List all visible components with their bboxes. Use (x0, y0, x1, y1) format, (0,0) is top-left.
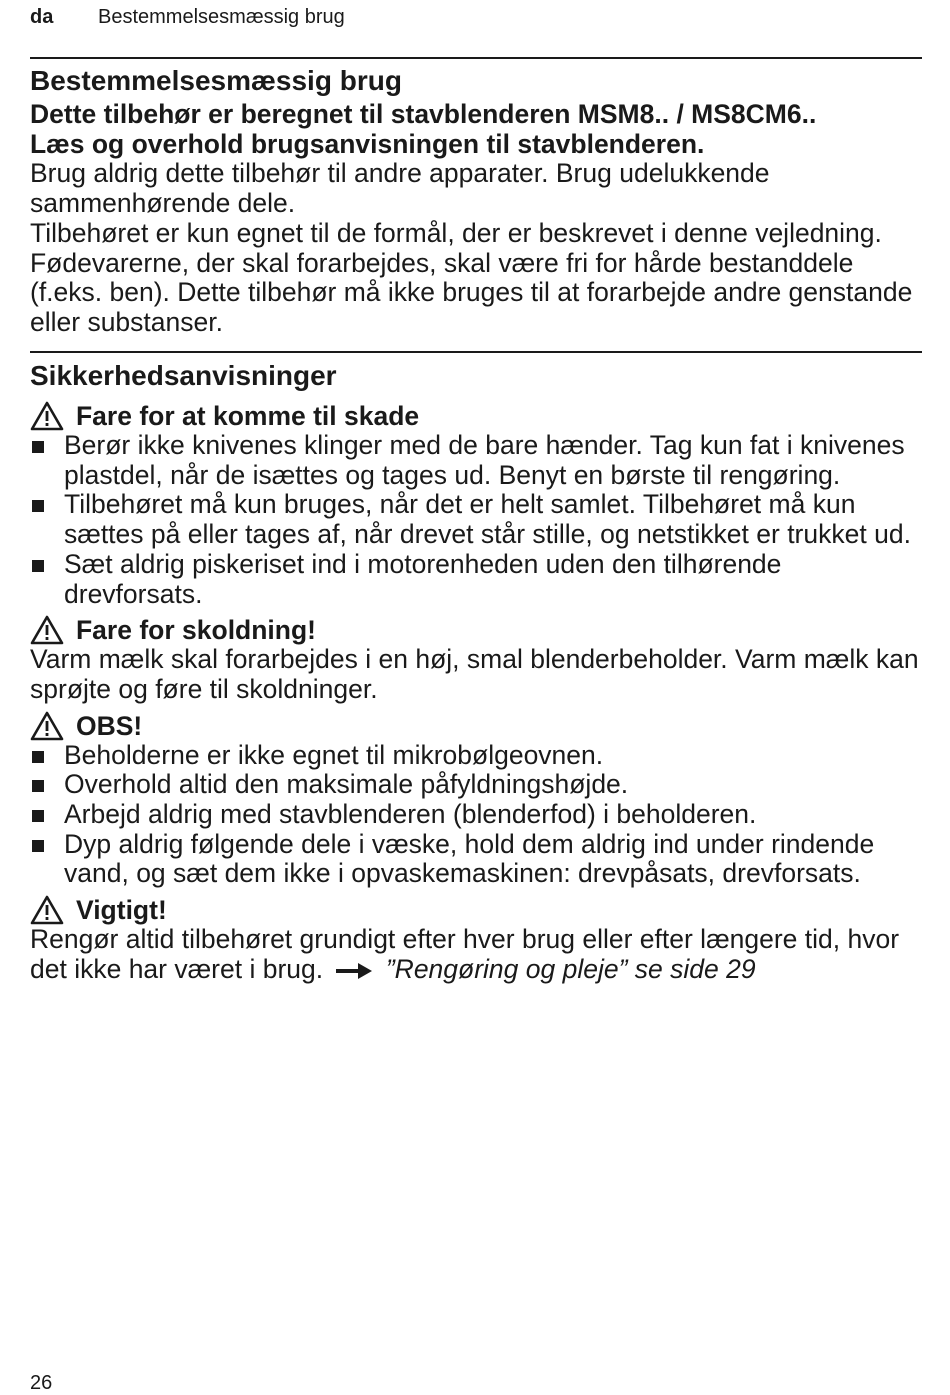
warning-triangle-icon (30, 615, 64, 645)
list-item: Beholderne er ikke egnet til mikrobølgeovnen. (30, 741, 922, 771)
warning-heading (30, 711, 922, 741)
list-item: Dyp aldrig følgende dele i væske, hold dem aldrig ind under rindende vand, og sæt dem ikke i opvaskemaskinen: drevpåsats, drevforsats. (30, 830, 922, 889)
warning-triangle-icon (30, 401, 64, 431)
warning-heading (30, 895, 922, 925)
section-safety (30, 357, 922, 985)
warning-title: Fare for at komme til skade (76, 401, 420, 431)
section-intended-use (30, 62, 922, 338)
paragraph: Tilbehøret er kun egnet til de formål, der er beskrevet i denne vejledning. Fødevarerne, der skal forarbejdes, skal være fri for hårde bestanddele (f.eks. ben). Dette tilbehør må ikke bruges til at forarbejde andre genstande eller substanser. (30, 217, 913, 337)
page-number: 26 (30, 1372, 53, 1394)
warning-title: Vigtigt! (76, 895, 167, 926)
bold-line: Læs og overhold brugsanvisningen til stavblenderen. (30, 128, 705, 159)
warning-heading (30, 401, 922, 431)
header-title: Bestemmelsesmæssig brug (98, 6, 345, 28)
cross-reference: ”Rengøring og pleje” se side 29 (385, 953, 756, 984)
section-heading: Bestemmelsesmæssig brug (30, 65, 402, 96)
divider (30, 57, 922, 59)
language-code: da (30, 6, 54, 28)
warning-title: OBS! (76, 710, 143, 741)
list-item: Overhold altid den maksimale påfyldningshøjde. (30, 770, 922, 800)
divider (30, 351, 922, 353)
warning-list (30, 431, 922, 609)
arrow-right-icon (334, 962, 374, 980)
paragraph-text: Rengør altid tilbehøret grundigt efter hver brug eller efter længere tid, hvor det ikke har været i brug. (30, 924, 900, 984)
list-item: Sæt aldrig piskeriset ind i motorenheden uden den tilhørende drevforsats. (30, 550, 922, 609)
list-item: Berør ikke knivenes klinger med de bare hænder. Tag kun fat i knivenes plastdel, når de isættes og tages ud. Benyt en børste til rengøring. (30, 431, 922, 490)
warning-heading (30, 615, 922, 645)
warning-list (30, 741, 922, 890)
section-heading: Sikkerhedsanvisninger (30, 360, 337, 391)
paragraph: Brug aldrig dette tilbehør til andre apparater. Brug udelukkende sammenhørende dele. (30, 158, 770, 219)
list-item: Arbejd aldrig med stavblenderen (blenderfod) i beholderen. (30, 800, 922, 830)
paragraph (30, 925, 922, 984)
warning-triangle-icon (30, 895, 64, 925)
paragraph: Varm mælk skal forarbejdes i en høj, smal blenderbeholder. Varm mælk kan sprøjte og føre til skoldninger. (30, 644, 919, 704)
list-item: Tilbehøret må kun bruges, når det er helt samlet. Tilbehøret må kun sættes på eller tages af, når drevet står stille, og netstikket er trukket ud. (30, 490, 922, 549)
bold-line: Dette tilbehør er beregnet til stavblenderen MSM8.. / MS8CM6.. (30, 99, 817, 129)
warning-triangle-icon (30, 711, 64, 741)
warning-title: Fare for skoldning! (76, 615, 316, 646)
